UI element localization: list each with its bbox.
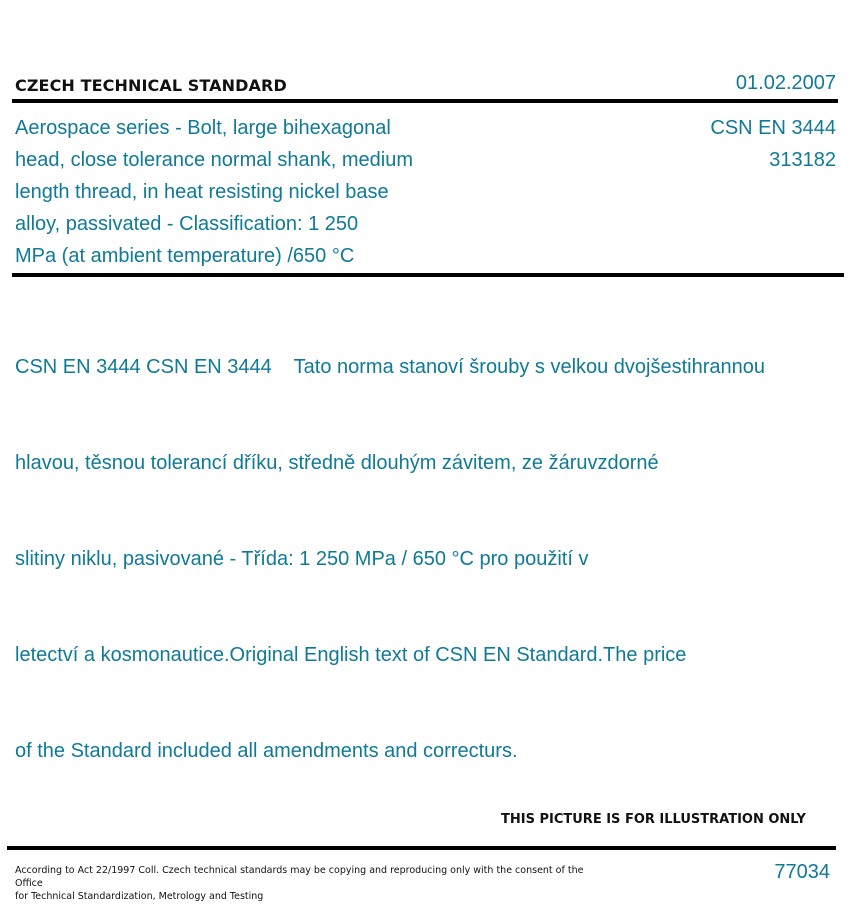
document-number: 77034 — [774, 861, 830, 883]
header-divider — [12, 99, 838, 103]
description-line: hlavou, těsnou tolerancí dříku, středně dlouhým závitem, ze žáruvzdorné — [15, 452, 659, 474]
illustration-disclaimer: THIS PICTURE IS FOR ILLUSTRATION ONLY — [501, 812, 806, 827]
document-type-label: CZECH TECHNICAL STANDARD — [15, 76, 287, 95]
title-line: alloy, passivated - Classification: 1 250 — [15, 213, 359, 235]
standard-code: CSN EN 3444 — [710, 117, 836, 139]
title-line: length thread, in heat resisting nickel base — [15, 181, 389, 203]
title-line: MPa (at ambient temperature) /650 °C — [15, 245, 355, 267]
catalog-number: 313182 — [769, 149, 836, 171]
description-line: CSN EN 3444 CSN EN 3444 Tato norma stanoví šrouby s velkou dvojšestihrannou — [15, 356, 766, 378]
description-line: of the Standard included all amendments and correcturs. — [15, 740, 518, 762]
standard-description — [15, 287, 835, 799]
legal-notice-line: According to Act 22/1997 Coll. Czech technical standards may be copying and reproducing only with the consent of the Office — [15, 865, 584, 889]
standard-title — [15, 112, 460, 272]
title-line: Aerospace series - Bolt, large bihexagonal — [15, 117, 391, 139]
legal-notice — [15, 864, 595, 903]
standard-codes — [710, 112, 836, 176]
description-line: letectví a kosmonautice.Original English text of CSN EN Standard.The price — [15, 644, 687, 666]
footer-divider — [7, 846, 836, 850]
title-line: head, close tolerance normal shank, medium — [15, 149, 413, 171]
title-divider — [12, 273, 844, 277]
description-line: slitiny niklu, pasivované - Třída: 1 250 MPa / 650 °C pro použití v — [15, 548, 589, 570]
legal-notice-line: for Technical Standardization, Metrology and Testing — [15, 891, 264, 902]
publication-date: 01.02.2007 — [735, 72, 836, 94]
